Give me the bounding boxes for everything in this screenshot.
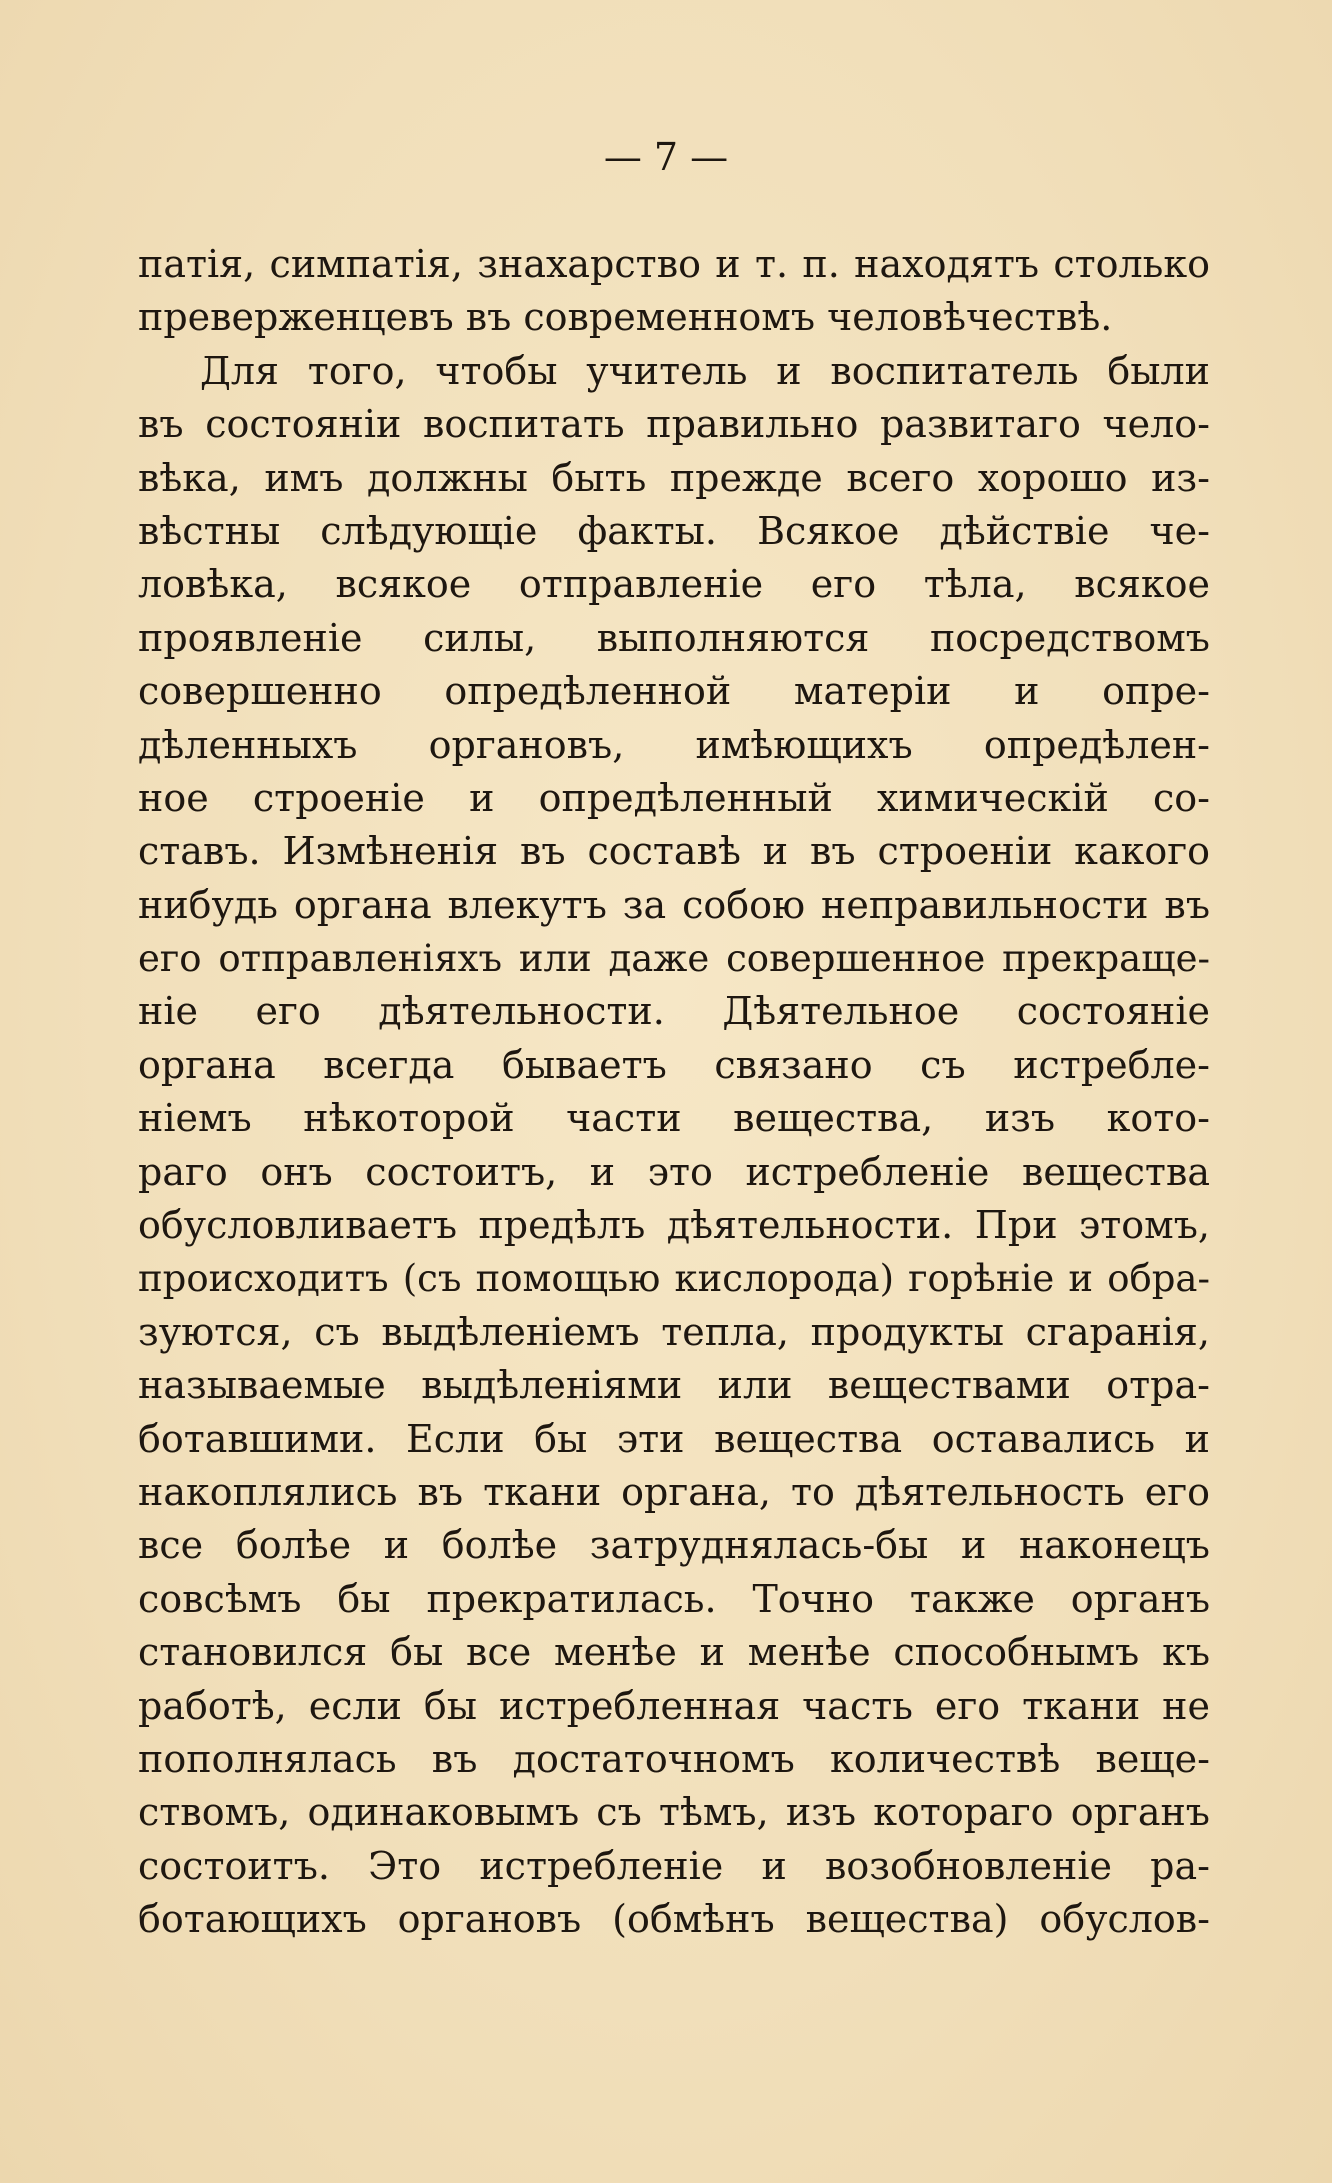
text-line: обусловливаетъ предѣлъ дѣятельности. При этомъ, bbox=[138, 1203, 1210, 1248]
text-line: ботающихъ органовъ (обмѣнъ вещества) обуслов- bbox=[138, 1897, 1210, 1942]
text-line: раго онъ состоитъ, и это истребленіе вещества bbox=[138, 1149, 1210, 1194]
text-line: ніе его дѣятельности. Дѣятельное состояніе bbox=[138, 989, 1210, 1034]
text-line: все болѣе и болѣе затруднялась-бы и наконецъ bbox=[138, 1523, 1210, 1568]
text-line: въ состояніи воспитать правильно развитаго чело- bbox=[138, 402, 1210, 447]
text-line: называемые выдѣленіями или веществами отра- bbox=[138, 1363, 1210, 1408]
text-line: дѣленныхъ органовъ, имѣющихъ опредѣлен- bbox=[138, 722, 1210, 767]
text-line: Для того, чтобы учитель и воспитатель были bbox=[200, 348, 1210, 393]
text-line: вѣка, имъ должны быть прежде всего хорошо из- bbox=[138, 455, 1210, 500]
text-line: становился бы все менѣе и менѣе способнымъ къ bbox=[138, 1630, 1210, 1675]
text-line: пополнялась въ достаточномъ количествѣ веще- bbox=[138, 1736, 1210, 1781]
text-line: ловѣка, всякое отправленіе его тѣла, всякое bbox=[138, 562, 1210, 607]
text-line: органа всегда бываетъ связано съ истребле- bbox=[138, 1042, 1210, 1087]
text-line: зуются, съ выдѣленіемъ тепла, продукты сгаранія, bbox=[138, 1309, 1210, 1354]
text-line: совершенно опредѣленной матеріи и опре- bbox=[138, 669, 1210, 714]
text-line: нибудь органа влекутъ за собою неправильности въ bbox=[138, 882, 1210, 927]
text-line: ствомъ, одинаковымъ съ тѣмъ, изъ котораго органъ bbox=[138, 1790, 1210, 1835]
text-line: происходитъ (съ помощью кислорода) горѣніе и обра- bbox=[138, 1257, 1210, 1301]
text-line: совсѣмъ бы прекратилась. Точно также органъ bbox=[138, 1576, 1210, 1621]
text-line: его отправленіяхъ или даже совершенное прекраще- bbox=[138, 937, 1210, 981]
page-number: — 7 — bbox=[603, 135, 729, 179]
text-line: работѣ, если бы истребленная часть его ткани не bbox=[138, 1683, 1210, 1728]
text-line: накоплялись въ ткани органа, то дѣятельность его bbox=[138, 1469, 1210, 1514]
text-line: ное строеніе и опредѣленный химическій со- bbox=[138, 775, 1210, 820]
text-line: ставъ. Измѣненія въ составѣ и въ строеніи какого bbox=[138, 829, 1210, 874]
text-line: преверженцевъ въ современномъ человѣчествѣ. bbox=[138, 295, 1113, 340]
text-line: ботавшими. Если бы эти вещества оставались и bbox=[138, 1416, 1210, 1461]
body-text bbox=[138, 238, 1210, 1947]
text-line: ніемъ нѣкоторой части вещества, изъ кото- bbox=[138, 1096, 1210, 1141]
text-line: вѣстны слѣдующіе факты. Всякое дѣйствіе че- bbox=[138, 508, 1210, 553]
text-line: патія, симпатія, знахарство и т. п. находятъ столько bbox=[138, 242, 1210, 286]
text-line: проявленіе силы, выполняются посредствомъ bbox=[138, 615, 1210, 660]
text-line: состоитъ. Это истребленіе и возобновленіе ра- bbox=[138, 1843, 1210, 1888]
